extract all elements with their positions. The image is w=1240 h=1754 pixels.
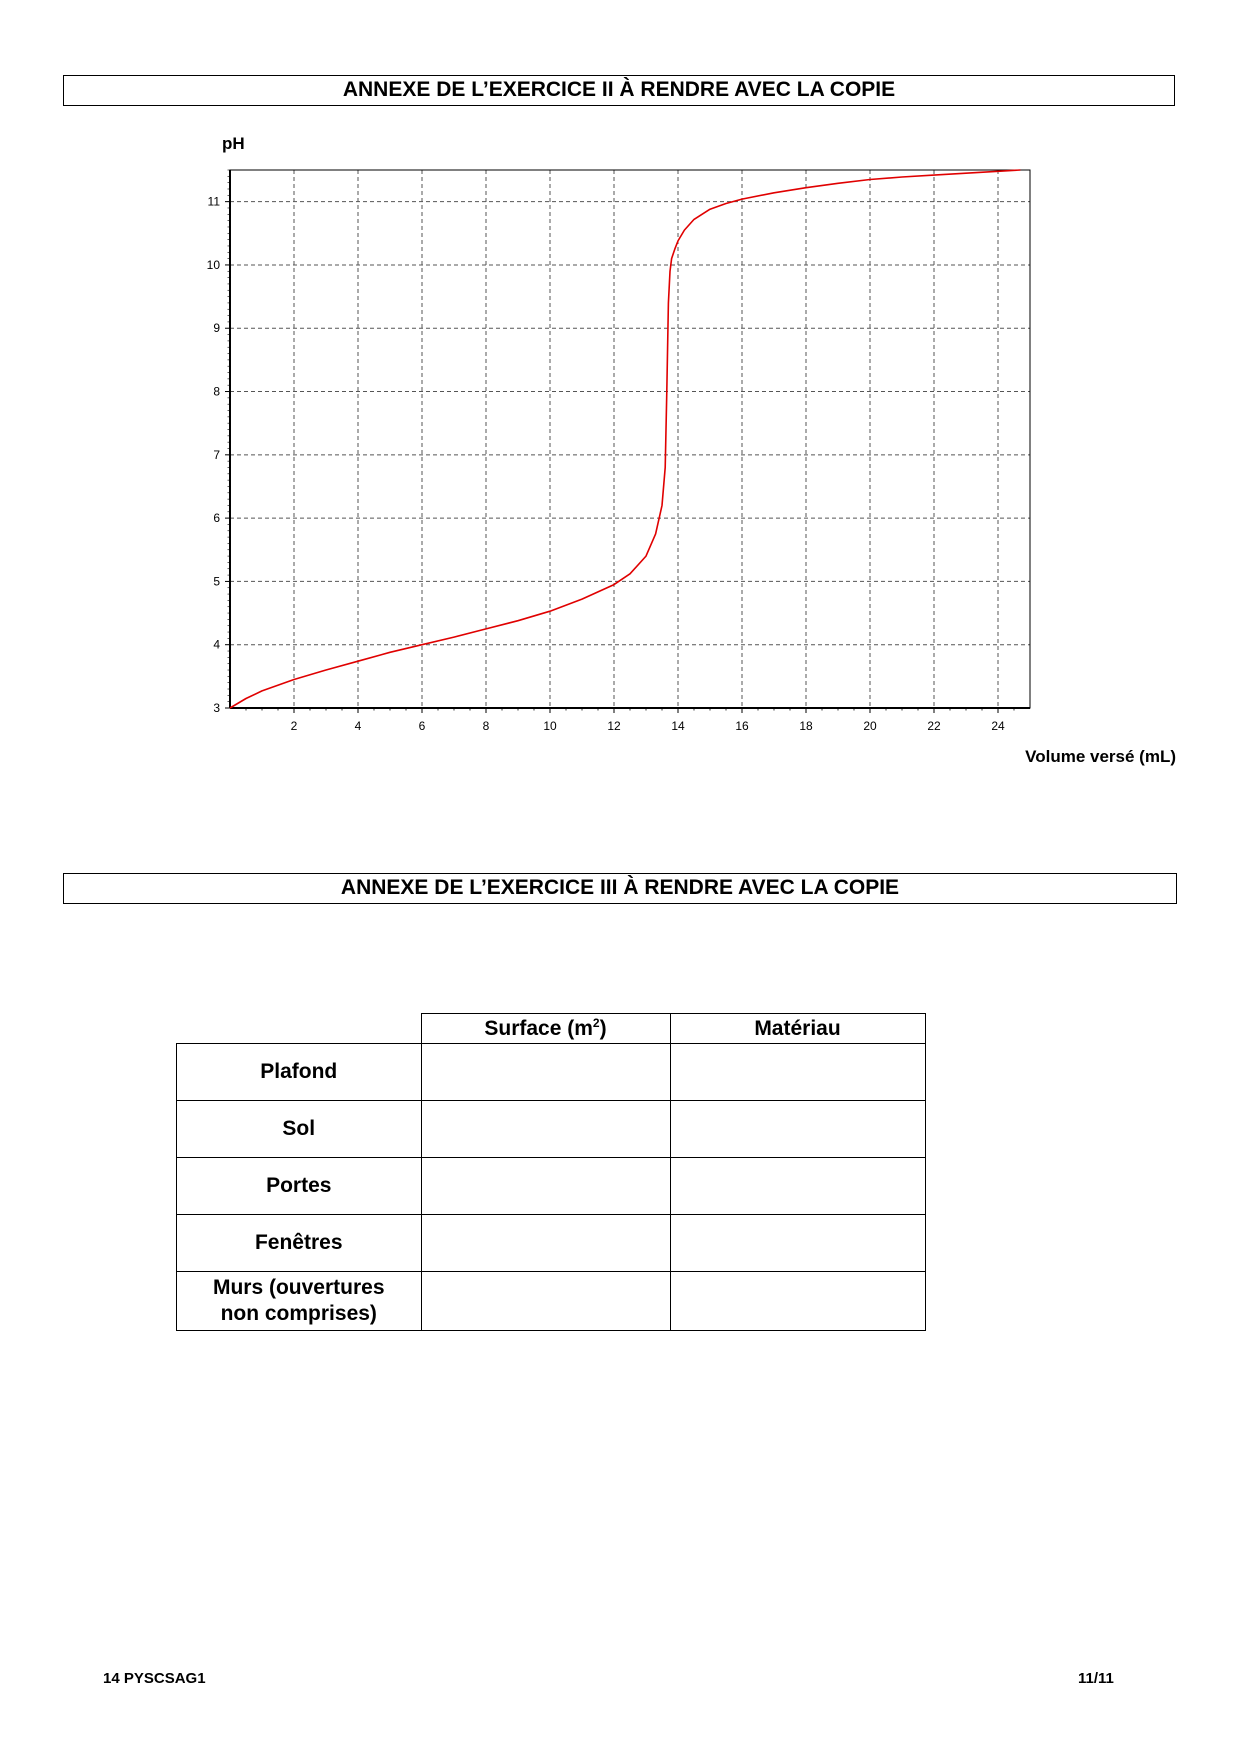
table-row xyxy=(177,1215,926,1272)
x-tick-label: 16 xyxy=(735,719,749,733)
row-label: Fenêtres xyxy=(177,1215,422,1272)
material-cell[interactable] xyxy=(670,1044,925,1101)
surface-cell[interactable] xyxy=(421,1101,670,1158)
row-label-line1: Murs (ouvertures xyxy=(212,1276,385,1299)
x-tick-label: 18 xyxy=(799,719,813,733)
chart-axes xyxy=(207,170,1030,733)
annex-iii-title: ANNEXE DE L’EXERCICE III À RENDRE AVEC LA COPIE xyxy=(340,876,900,899)
x-tick-label: 14 xyxy=(671,719,685,733)
chart-grid xyxy=(230,170,1030,708)
table-row xyxy=(177,1158,926,1215)
y-tick-label: 7 xyxy=(213,447,220,462)
y-tick-label: 4 xyxy=(213,637,220,652)
titration-chart xyxy=(190,128,1190,768)
material-cell[interactable] xyxy=(670,1158,925,1215)
chart-series xyxy=(230,170,1020,708)
x-tick-label: 6 xyxy=(418,719,426,733)
row-label: Plafond xyxy=(177,1044,422,1101)
row-label-line2: non comprises) xyxy=(220,1302,377,1325)
titration-chart-svg xyxy=(190,128,1190,768)
table-row xyxy=(177,1272,926,1331)
header-surface-suffix: ) xyxy=(599,1017,607,1040)
y-tick-label: 6 xyxy=(213,511,220,526)
annex-ii-title-box xyxy=(63,75,1175,106)
material-cell[interactable] xyxy=(670,1215,925,1272)
header-material: Matériau xyxy=(670,1014,925,1044)
x-tick-label: 20 xyxy=(863,719,877,733)
x-tick-label: 4 xyxy=(354,719,362,733)
plot-frame xyxy=(230,170,1030,708)
x-tick-label: 12 xyxy=(607,719,621,733)
y-tick-label: 3 xyxy=(213,701,220,715)
material-cell[interactable] xyxy=(670,1272,925,1331)
annex-iii-title-box xyxy=(63,873,1177,904)
x-axis-title: Volume versé (mL) xyxy=(1025,747,1176,766)
surface-cell[interactable] xyxy=(421,1044,670,1101)
y-tick-label: 5 xyxy=(213,574,220,589)
row-label: Portes xyxy=(177,1158,422,1215)
y-tick-label: 8 xyxy=(213,384,220,399)
row-label: Sol xyxy=(177,1101,422,1158)
x-tick-label: 22 xyxy=(927,719,941,733)
x-tick-label: 2 xyxy=(290,719,298,733)
surface-cell[interactable] xyxy=(421,1272,670,1331)
table-corner-cell xyxy=(177,1014,422,1044)
material-cell[interactable] xyxy=(670,1101,925,1158)
surface-cell[interactable] xyxy=(421,1215,670,1272)
ph-curve xyxy=(230,170,1020,708)
table-row xyxy=(177,1044,926,1101)
x-tick-label: 24 xyxy=(991,719,1005,733)
surface-material-table xyxy=(176,1013,926,1331)
row-label xyxy=(177,1272,422,1331)
x-tick-label: 8 xyxy=(482,719,490,733)
table-header-row xyxy=(177,1014,926,1044)
x-tick-label: 10 xyxy=(543,719,557,733)
y-axis-title: pH xyxy=(222,134,245,153)
footer-page-number: 11/11 xyxy=(1078,1670,1114,1687)
header-surface-text: Surface (m xyxy=(484,1017,593,1040)
table-row xyxy=(177,1101,926,1158)
header-surface-exponent: 2 xyxy=(592,1016,600,1030)
y-tick-label: 11 xyxy=(207,194,220,209)
y-tick-label: 9 xyxy=(213,321,220,336)
y-tick-label: 10 xyxy=(206,257,220,272)
footer-code: 14 PYSCSAG1 xyxy=(103,1670,206,1687)
annex-ii-title: ANNEXE DE L’EXERCICE II À RENDRE AVEC LA COPIE xyxy=(342,78,896,101)
header-surface xyxy=(421,1014,670,1044)
surface-cell[interactable] xyxy=(421,1158,670,1215)
